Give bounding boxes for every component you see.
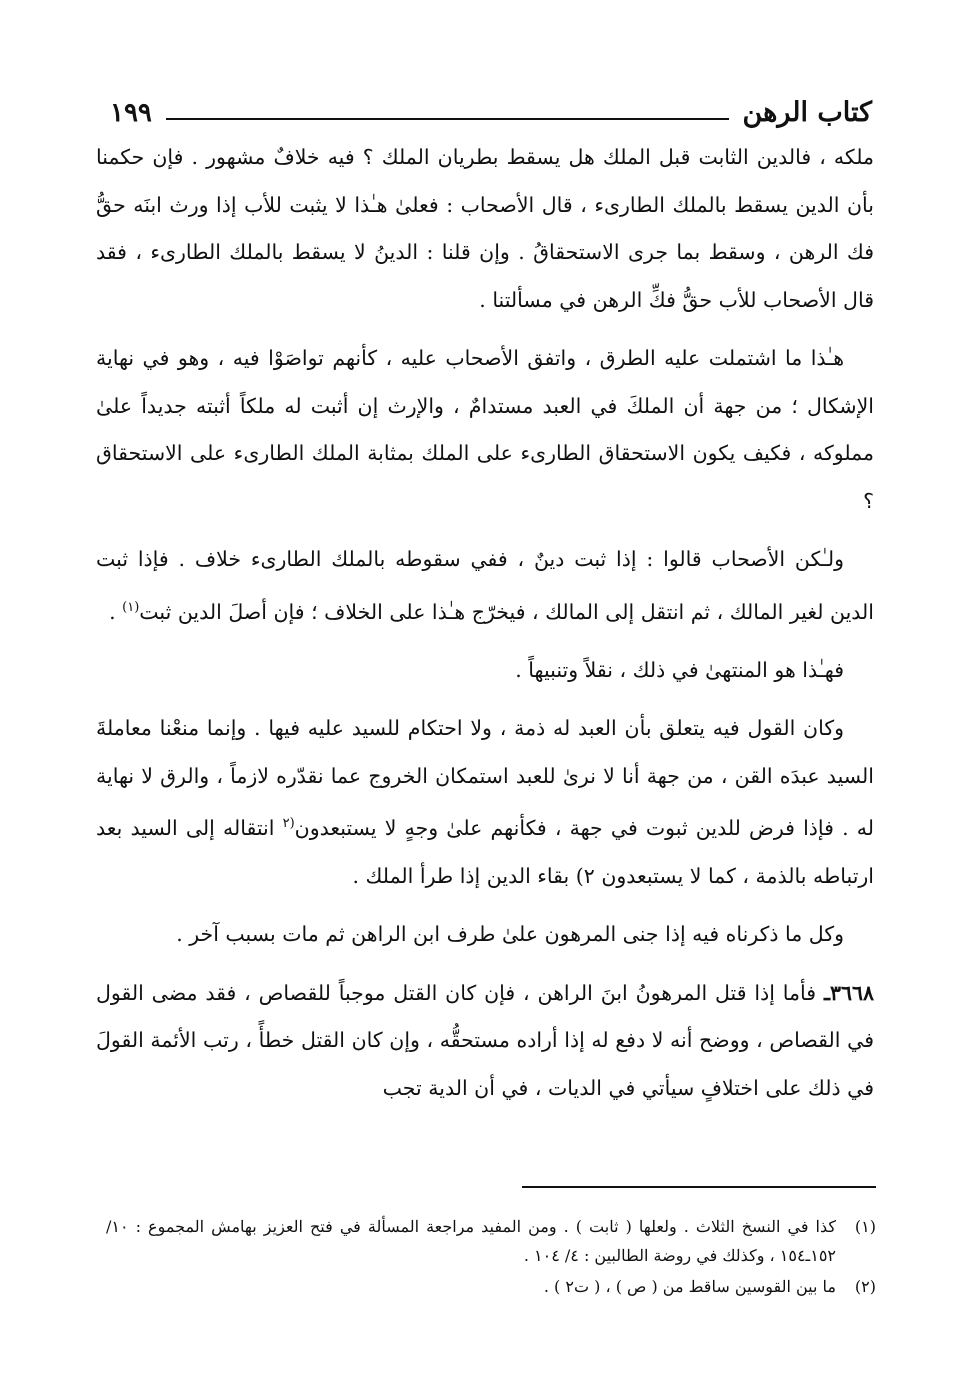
paragraph-3	[96, 536, 874, 636]
paragraph-text: فأما إذا قتل المرهونُ ابنَ الراهن ، فإن كان القتل موجباً للقصاص ، فقد مضى القول في القصاص ، ووضح أنه لا دفع له إذا أراده مستحقُّه ، وإن كان القتل خطأً ، رتب الأئمة القولَ في ذلك على اختلافٍ سيأتي في الديات ، في أن الدية تجب	[96, 980, 874, 1100]
page-number: ١٩٩	[110, 98, 152, 128]
issue-number: ٣٦٦٨ـ	[823, 980, 874, 1005]
paragraph-5	[96, 705, 874, 900]
footnote-ref-1[interactable]: (١)	[122, 599, 140, 615]
header-rule	[166, 118, 729, 120]
footnote-text: كذا في النسخ الثلاث . ولعلها ( ثابت ) . ومن المفيد مراجعة المسألة في فتح العزيز بهامش المجموع : ١٠/ ١٥٢ـ١٥٤ ، وكذلك في روضة الطالبين : ٤/ ١٠٤ .	[106, 1217, 836, 1265]
paragraph-text: وكان القول فيه يتعلق بأن العبد له ذمة ، ولا احتكام للسيد عليه فيها . وإنما منعْنا معاملةَ السيد عبدَه القن ، من جهة أنا لا نرىٰ للعبد استمكان الخروج عما نقدّره لازماً ، والرق لا نهاية له . فإذا فرض للدين ثبوت في جهة ، فكأنهم علىٰ وجهٍ لا يستبعدون	[96, 716, 874, 841]
book-title: كتاب الرهن	[742, 97, 872, 128]
paragraph-6	[96, 911, 874, 959]
paragraph-4	[96, 647, 874, 695]
paragraph-text: فهـٰذا هو المنتهىٰ في ذلك ، نقلاً وتنبيهاً .	[515, 657, 844, 682]
footnote-text: ما بين القوسين ساقط من ( ص ) ، ( ت٢ ) .	[543, 1277, 836, 1296]
paragraph-7	[96, 970, 874, 1113]
footnote-number: (١)	[854, 1217, 876, 1236]
paragraph-text: هـٰذا ما اشتملت عليه الطرق ، واتفق الأصحاب عليه ، كأنهم تواصَوْا فيه ، وهو في نهاية الإشكال ؛ من جهة أن الملكَ في العبد مستدامٌ ، والإرث إن أثبت له ملكاً أثبته جديداً علىٰ مملوكه ، فكيف يكون الاستحقاق الطارىء على الملك بمثابة الملك الطارىء على الاستحقاق ؟	[96, 346, 874, 513]
paragraph-text: ملكه ، فالدين الثابت قبل الملك هل يسقط بطريان الملك ؟ فيه خلافٌ مشهور . فإن حكمنا بأن الدين يسقط بالملك الطارىء ، قال الأصحاب : فعلىٰ هـٰذا لا يثبت للأب إذا ورث ابنَه حقُّ فك الرهن ، وسقط بما جرى الاستحقاقُ . وإن قلنا : الدينُ لا يسقط بالملك الطارىء ، فقد قال الأصحاب للأب حقُّ فكِّ الرهن في مسألتنا .	[96, 145, 874, 312]
footnote-2	[106, 1272, 876, 1301]
paragraph-tail: انتقاله إلى السيد بعد ارتباطه بالذمة ، كما لا يستبعدون ٢) بقاء الدين إذا طرأ الملك .	[96, 816, 874, 888]
main-text	[96, 134, 874, 1123]
paragraph-tail: .	[109, 599, 123, 624]
paragraph-2	[96, 335, 874, 525]
paragraph-text: وكل ما ذكرناه فيه إذا جنى المرهون علىٰ طرف ابن الراهن ثم مات بسبب آخر .	[176, 922, 844, 947]
footnotes	[106, 1212, 876, 1303]
paragraph-1	[96, 134, 874, 324]
footnote-1	[106, 1212, 876, 1270]
footnote-number: (٢)	[854, 1277, 876, 1296]
footnote-ref-2[interactable]: (٢	[282, 816, 295, 832]
running-header	[110, 88, 872, 128]
footnote-rule	[522, 1186, 876, 1188]
paragraph-text: ولـٰكن الأصحاب قالوا : إذا ثبت دينٌ ، ففي سقوطه بالملك الطارىء خلاف . فإذا ثبت الدين لغير المالك ، ثم انتقل إلى المالك ، فيخرّج هـٰذا على الخلاف ؛ فإن أصلَ الدين ثبت	[96, 547, 874, 624]
